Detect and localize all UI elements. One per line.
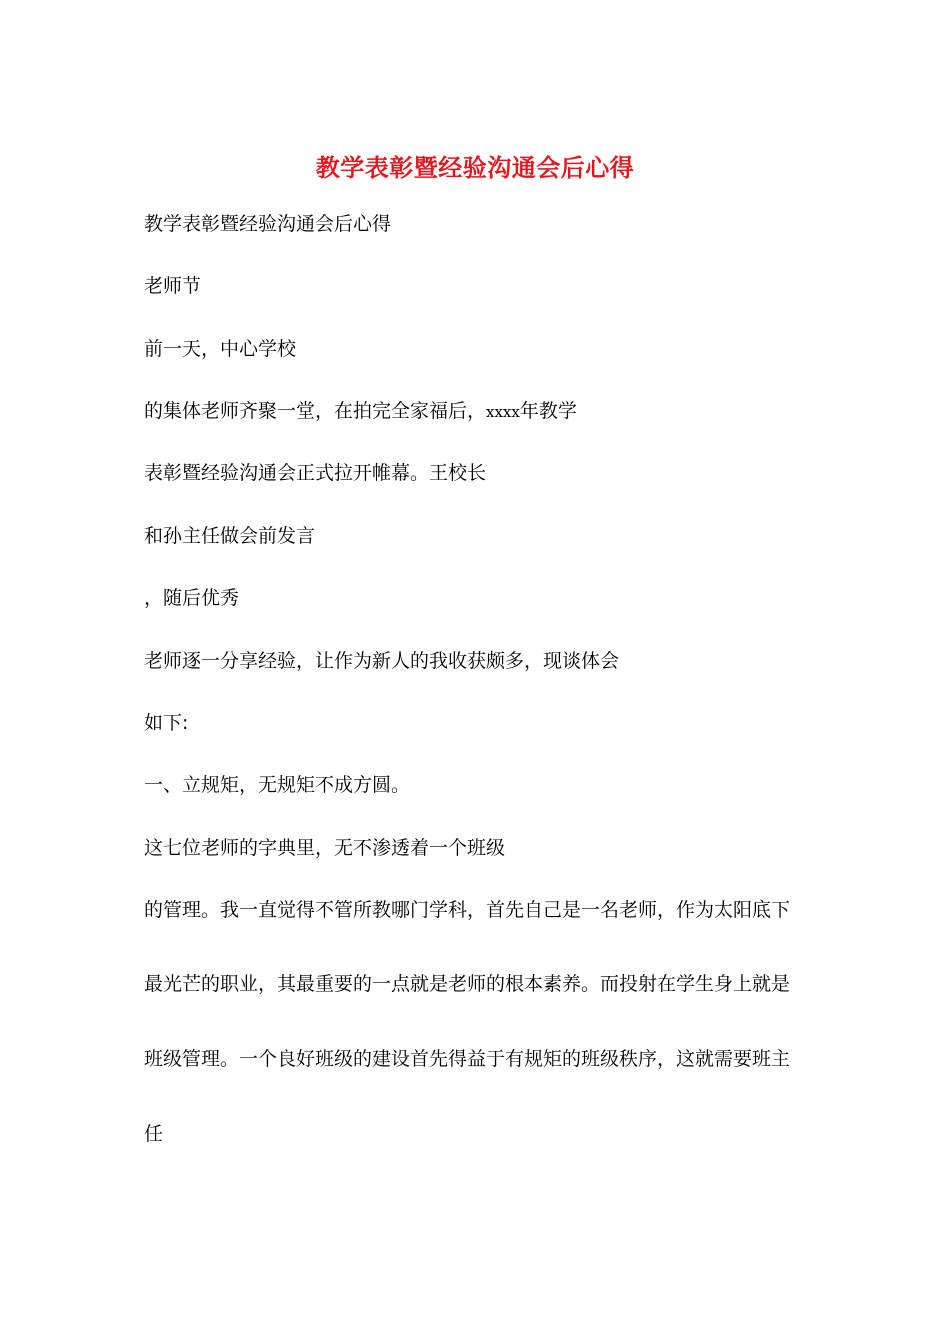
paragraph-4-year: xxxx (486, 403, 520, 421)
paragraph-12: 最光芒的职业，其最重要的一点就是老师的根本素养。而投射在学生身上就是 (144, 973, 791, 995)
paragraph-10: 这七位老师的字典里，无不渗透着一个班级 (144, 837, 506, 859)
paragraph-5: 表彰暨经验沟通会正式拉开帷幕。王校长 (144, 462, 487, 484)
paragraph-4-suffix: 年教学 (519, 400, 577, 422)
paragraph-9: 如下: (144, 712, 189, 734)
section-heading-1: 一、立规矩，无规矩不成方圆。 (144, 774, 411, 796)
paragraph-8: 老师逐一分享经验，让作为新人的我收获颇多，现谈体会 (144, 650, 620, 672)
paragraph-14: 任 (144, 1123, 164, 1145)
paragraph-4 (144, 397, 804, 426)
paragraph-3: 前一天，中心学校 (144, 338, 297, 360)
paragraph-4-text: 的集体老师齐聚一堂，在拍完全家福后， (144, 400, 487, 422)
paragraph-2: 老师节 (144, 275, 202, 297)
paragraph-11: 的管理。我一直觉得不管所教哪门学科，首先自己是一名老师，作为太阳底下 (144, 899, 791, 921)
paragraph-1: 教学表彰暨经验沟通会后心得 (144, 213, 392, 235)
paragraph-6: 和孙主任做会前发言 (144, 525, 316, 547)
document-title: 教学表彰暨经验沟通会后心得 (315, 153, 635, 182)
paragraph-13: 班级管理。一个良好班级的建设首先得益于有规矩的班级秩序，这就需要班主 (144, 1048, 791, 1070)
paragraph-7: ，随后优秀 (144, 587, 240, 609)
